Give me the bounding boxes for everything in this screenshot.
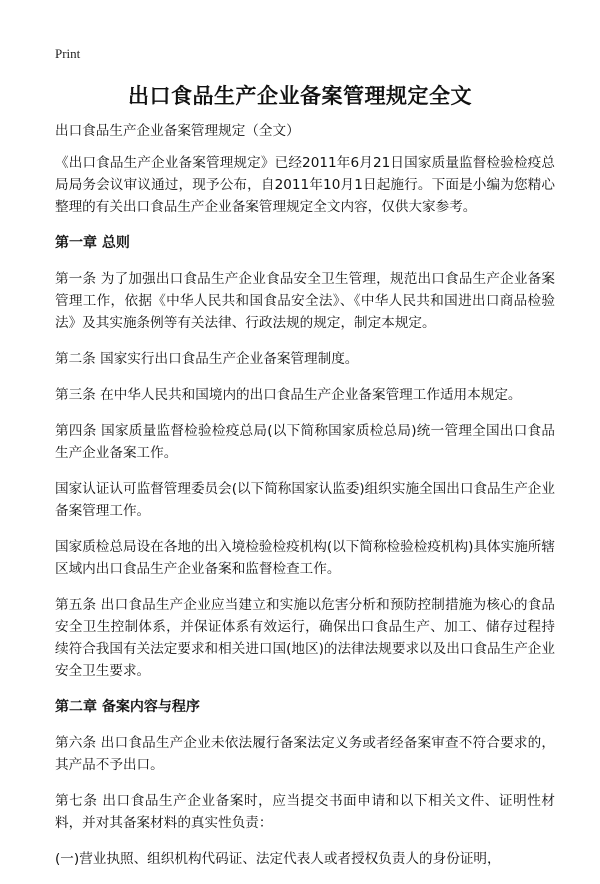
article-paragraph: 第三条 在中华人民共和国境内的出口食品生产企业备案管理工作适用本规定。 bbox=[55, 387, 522, 403]
article-paragraph: 第四条 国家质量监督检验检疫总局(以下简称国家质检总局)统一管理全国出口食品生产企业备案工作。 bbox=[55, 423, 555, 461]
article-paragraph: (一)营业执照、组织机构代码证、法定代表人或者授权负责人的身份证明， bbox=[55, 851, 501, 867]
intro-paragraph: 《出口食品生产企业备案管理规定》已经2011年6月21日国家质量监督检验检疫总局局务会议审议通过，现予公布，自2011年10月1日起施行。下面是小编为您精心整理的有关出口食品生产企业备案管理规定全文内容，仅供大家参考。 bbox=[55, 155, 555, 215]
article-paragraph: 第七条 出口食品生产企业备案时，应当提交书面申请和以下相关文件、证明性材料，并对其备案材料的真实性负责： bbox=[55, 793, 555, 831]
article-body bbox=[55, 120, 555, 884]
chapter-heading-1: 第一章 总则 bbox=[55, 235, 130, 251]
print-link[interactable]: Print bbox=[55, 46, 81, 61]
article-paragraph: 第六条 出口食品生产企业未依法履行备案法定义务或者经备案审查不符合要求的，其产品不予出口。 bbox=[55, 735, 555, 773]
article-paragraph: 国家认证认可监督管理委员会(以下简称国家认监委)组织实施全国出口食品生产企业备案管理工作。 bbox=[55, 481, 555, 519]
article-subtitle: 出口食品生产企业备案管理规定（全文） bbox=[55, 123, 300, 139]
chapter-heading-2: 第二章 备案内容与程序 bbox=[55, 699, 200, 715]
article-paragraph: 第二条 国家实行出口食品生产企业备案管理制度。 bbox=[55, 351, 359, 367]
article-paragraph: 国家质检总局设在各地的出入境检验检疫机构(以下简称检验检疫机构)具体实施所辖区域内出口食品生产企业备案和监督检查工作。 bbox=[55, 539, 555, 577]
article-paragraph: 第一条 为了加强出口食品生产企业食品安全卫生管理，规范出口食品生产企业备案管理工作，依据《中华人民共和国食品安全法》、《中华人民共和国进出口商品检验法》及其实施条例等有关法律、行政法规的规定，制定本规定。 bbox=[55, 271, 555, 331]
page-title: 出口食品生产企业备案管理规定全文 bbox=[128, 84, 472, 108]
article-paragraph: 第五条 出口食品生产企业应当建立和实施以危害分析和预防控制措施为核心的食品安全卫生控制体系，并保证体系有效运行，确保出口食品生产、加工、储存过程持续符合我国有关法定要求和相关进口国(地区)的法律法规要求以及出口食品生产企业安全卫生要求。 bbox=[55, 597, 555, 679]
